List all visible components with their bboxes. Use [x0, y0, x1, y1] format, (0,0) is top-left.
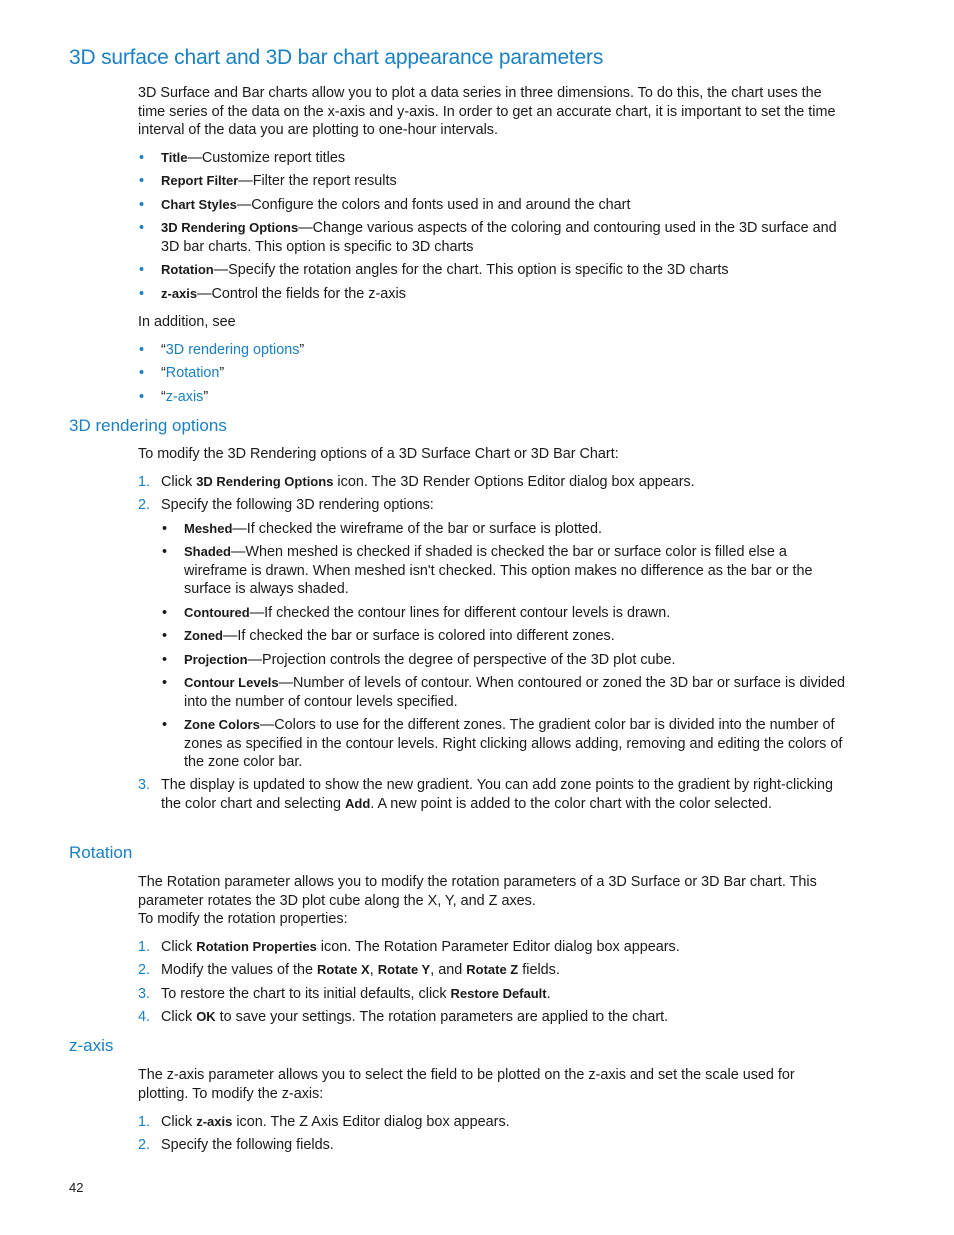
see-also-intro: In addition, see: [138, 314, 236, 330]
bullet-icon: •: [139, 262, 145, 279]
step-item: 2. Modify the values of the Rotate X, Rotate Y, and Rotate Z fields.: [138, 962, 560, 979]
bullet-icon: •: [162, 651, 168, 668]
step-item: 1. Click Rotation Properties icon. The Rotation Parameter Editor dialog box appears.: [138, 939, 680, 955]
rotation-steps: [138, 938, 848, 1027]
bullet-icon: •: [139, 365, 145, 382]
bullet-icon: •: [162, 604, 168, 621]
section-heading-z-axis: z-axis: [69, 1036, 114, 1055]
step-item: 2. Specify the following 3D rendering options: • Meshed—If checked the wireframe of the bar or surface is plotted. • Shaded—When meshed is checked if shaded is checked the bar or surface color is filled else a wireframe is drawn. When meshed isn't checked. This option makes no difference as the bar or the surface is always shaded. • Contoured—If checked the contour lines for different contour levels is drawn. • Zoned—If checked the bar or surface is colored into different zones. • Projection—Projection controls the degree of perspective of the 3D plot cube. • Contour Levels—Number of levels of contour. When contoured or zoned the 3D bar or surface is divided into the number of contour levels specified. • Zone Colors—Colors to use for the different zones. The gradient color bar is divided into the number of zones as specified in the contour levels. Right clicking allows adding, removing and editing the colors of the zone color bar.: [138, 496, 848, 771]
list-item: • Shaded—When meshed is checked if shaded is checked the bar or surface color is filled else a wireframe is drawn. When meshed isn't checked. This option makes no difference as the bar or the surface is always shaded.: [162, 544, 813, 598]
bullet-icon: •: [162, 674, 168, 691]
list-item: • Chart Styles—Configure the colors and fonts used in and around the chart: [139, 196, 631, 213]
list-item: • Zoned—If checked the bar or surface is colored into different zones.: [162, 628, 615, 645]
list-item: • Report Filter—Filter the report results: [139, 173, 397, 190]
section-heading-rotation: Rotation: [69, 843, 133, 862]
list-item: • Contoured—If checked the contour lines for different contour levels is drawn.: [162, 604, 671, 621]
bullet-icon: •: [139, 220, 145, 237]
bullet-icon: •: [162, 716, 168, 733]
z-axis-intro: The z-axis parameter allows you to select the field to be plotted on the z-axis and set the scale used for plotting. To modify the z-axis:: [138, 1067, 795, 1102]
link-z-axis[interactable]: z-axis: [165, 388, 204, 405]
step-item: 1. Click 3D Rendering Options icon. The 3D Render Options Editor dialog box appears.: [138, 474, 695, 490]
step-item: 2. Specify the following fields.: [138, 1137, 334, 1154]
list-item: • Projection—Projection controls the degree of perspective of the 3D plot cube.: [162, 651, 676, 668]
list-item: • “Rotation”: [139, 365, 225, 382]
link-rotation[interactable]: Rotation: [165, 365, 220, 382]
bullet-icon: •: [139, 388, 145, 405]
page-title: 3D surface chart and 3D bar chart appearance parameters: [69, 46, 604, 69]
parameter-list: [138, 149, 848, 303]
rendering-steps: [138, 473, 848, 814]
bullet-icon: •: [139, 196, 145, 213]
bullet-icon: •: [162, 628, 168, 645]
list-item: • z-axis—Control the fields for the z-axis: [139, 285, 406, 302]
rendering-options-list: [161, 520, 848, 772]
bullet-icon: •: [162, 544, 168, 561]
list-item: • Meshed—If checked the wireframe of the bar or surface is plotted.: [162, 520, 602, 537]
step-item: 3. To restore the chart to its initial defaults, click Restore Default.: [138, 985, 551, 1002]
rendering-intro: To modify the 3D Rendering options of a 3D Surface Chart or 3D Bar Chart:: [138, 446, 619, 462]
intro-paragraph: 3D Surface and Bar charts allow you to plot a data series in three dimensions. To do this, the chart uses the time series of the data on the x-axis and y-axis. In order to get an accurate chart, it is important to set the time interval of the data you are plotting to one-hour intervals.: [138, 85, 836, 139]
bullet-icon: •: [139, 173, 145, 190]
step-item: 4. Click OK to save your settings. The rotation parameters are applied to the chart.: [138, 1009, 669, 1026]
list-item: • Title—Customize report titles: [139, 150, 346, 166]
see-also-list: [138, 341, 848, 406]
list-item: • Zone Colors—Colors to use for the different zones. The gradient color bar is divided into the number of zones as specified in the contour levels. Right clicking allows adding, removing and editing the colors of the zone color bar.: [162, 716, 843, 771]
page-number: 42: [69, 1180, 84, 1195]
bullet-icon: •: [162, 520, 168, 537]
list-item: • “3D rendering options”: [139, 342, 305, 358]
bullet-icon: •: [139, 342, 145, 358]
step-item: 3. The display is updated to show the new gradient. You can add zone points to the gradient by right-clicking the color chart and selecting Add. A new point is added to the color chart with the color selected.: [138, 777, 833, 813]
list-item: • Rotation—Specify the rotation angles for the chart. This option is specific to the 3D charts: [139, 262, 729, 279]
bullet-icon: •: [139, 285, 145, 302]
bullet-icon: •: [139, 150, 145, 166]
link-3d-rendering-options[interactable]: 3D rendering options: [165, 342, 300, 358]
step-item: 1. Click z-axis icon. The Z Axis Editor dialog box appears.: [138, 1114, 510, 1130]
section-heading-3d-rendering: 3D rendering options: [69, 416, 227, 435]
rotation-intro: The Rotation parameter allows you to modify the rotation parameters of a 3D Surface or 3D Bar chart. This parameter rotates the 3D plot cube along the X, Y, and Z axes. To modify the rotation properties:: [138, 874, 817, 928]
list-item: • Contour Levels—Number of levels of contour. When contoured or zoned the 3D bar or surface is divided into the number of contour levels specified.: [162, 674, 845, 710]
list-item: • “z-axis”: [139, 388, 209, 405]
list-item: • 3D Rendering Options—Change various aspects of the coloring and contouring used in the 3D surface and 3D bar charts. This option is specific to 3D charts: [139, 220, 837, 255]
z-axis-steps: [138, 1113, 848, 1155]
